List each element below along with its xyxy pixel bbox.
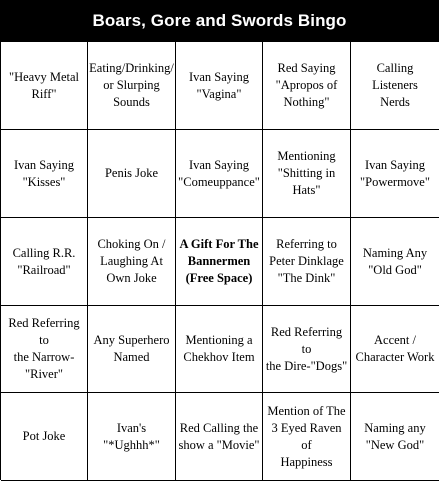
bingo-cell[interactable] (263, 393, 351, 481)
bingo-cell-text: Accent / Character Work (355, 333, 435, 364)
bingo-cell-text: Choking On / Laughing At Own Joke (97, 237, 166, 285)
bingo-cell[interactable] (263, 306, 351, 393)
bingo-grid (0, 41, 439, 480)
bingo-cell-text: Ivan Saying "Comeuppance" (178, 157, 260, 189)
bingo-cell[interactable] (88, 42, 176, 130)
bingo-cell[interactable] (88, 393, 176, 481)
bingo-cell[interactable] (1, 218, 88, 306)
bingo-cell-text: Red Saying "Apropos of Nothing" (275, 61, 338, 109)
bingo-cell-text: Naming Any "Old God" (362, 245, 428, 277)
bingo-cell[interactable] (351, 393, 439, 481)
bingo-cell-text: Mention of The 3 Eyed Raven of Happiness (267, 403, 346, 469)
bingo-cell-text: Red Referring to the Dire-"Dogs" (265, 324, 348, 373)
bingo-cell[interactable] (176, 306, 263, 393)
bingo-cell[interactable] (351, 130, 439, 218)
bingo-cell[interactable] (351, 218, 439, 306)
bingo-cell[interactable] (263, 42, 351, 130)
bingo-cell-text: Ivan's "*Ughhh*" (103, 420, 160, 452)
bingo-free-space-text: A Gift For The Bannermen (Free Space) (179, 237, 259, 285)
bingo-cell[interactable] (176, 130, 263, 218)
bingo-cell-text: Referring to Peter Dinklage "The Dink" (269, 237, 344, 285)
bingo-cell-text: Calling Listeners Nerds (372, 61, 418, 109)
bingo-cell-text: Penis Joke (104, 166, 159, 180)
bingo-cell[interactable] (88, 218, 176, 306)
bingo-cell-text: Pot Joke (22, 429, 66, 443)
bingo-cell[interactable] (263, 130, 351, 218)
title-bar (0, 0, 439, 41)
bingo-cell-text: "Heavy Metal Riff" (8, 69, 79, 101)
bingo-cell-text: Ivan Saying "Powermove" (360, 157, 430, 189)
bingo-cell-text: Calling R.R. "Railroad" (12, 245, 76, 277)
bingo-cell-text: Any Superhero Named (93, 333, 170, 364)
bingo-free-space[interactable] (176, 218, 263, 306)
bingo-cell-text: Red Calling the show a "Movie" (178, 420, 260, 452)
bingo-cell[interactable] (351, 42, 439, 130)
bingo-cell-text: Mentioning "Shitting in Hats" (277, 149, 336, 197)
bingo-cell-text: Eating/Drinking/ or Slurping Sounds (89, 61, 174, 109)
bingo-title: Boars, Gore and Swords Bingo (92, 10, 347, 30)
bingo-cell[interactable] (176, 393, 263, 481)
bingo-cell-text: Mentioning a Chekhov Item (183, 333, 255, 364)
bingo-cell-text: Ivan Saying "Vagina" (188, 69, 250, 101)
bingo-cell[interactable] (176, 42, 263, 130)
bingo-cell[interactable] (351, 306, 439, 393)
bingo-cell[interactable] (88, 130, 176, 218)
bingo-cell-text: Naming any "New God" (364, 420, 426, 452)
bingo-cell[interactable] (1, 130, 88, 218)
bingo-cell[interactable] (1, 306, 88, 393)
bingo-cell[interactable] (1, 42, 88, 130)
bingo-cell[interactable] (1, 393, 88, 481)
bingo-cell[interactable] (263, 218, 351, 306)
bingo-cell-text: Ivan Saying "Kisses" (13, 157, 75, 189)
bingo-cell-text: Red Referring to the Narrow- "River" (8, 316, 80, 381)
bingo-cell[interactable] (88, 306, 176, 393)
